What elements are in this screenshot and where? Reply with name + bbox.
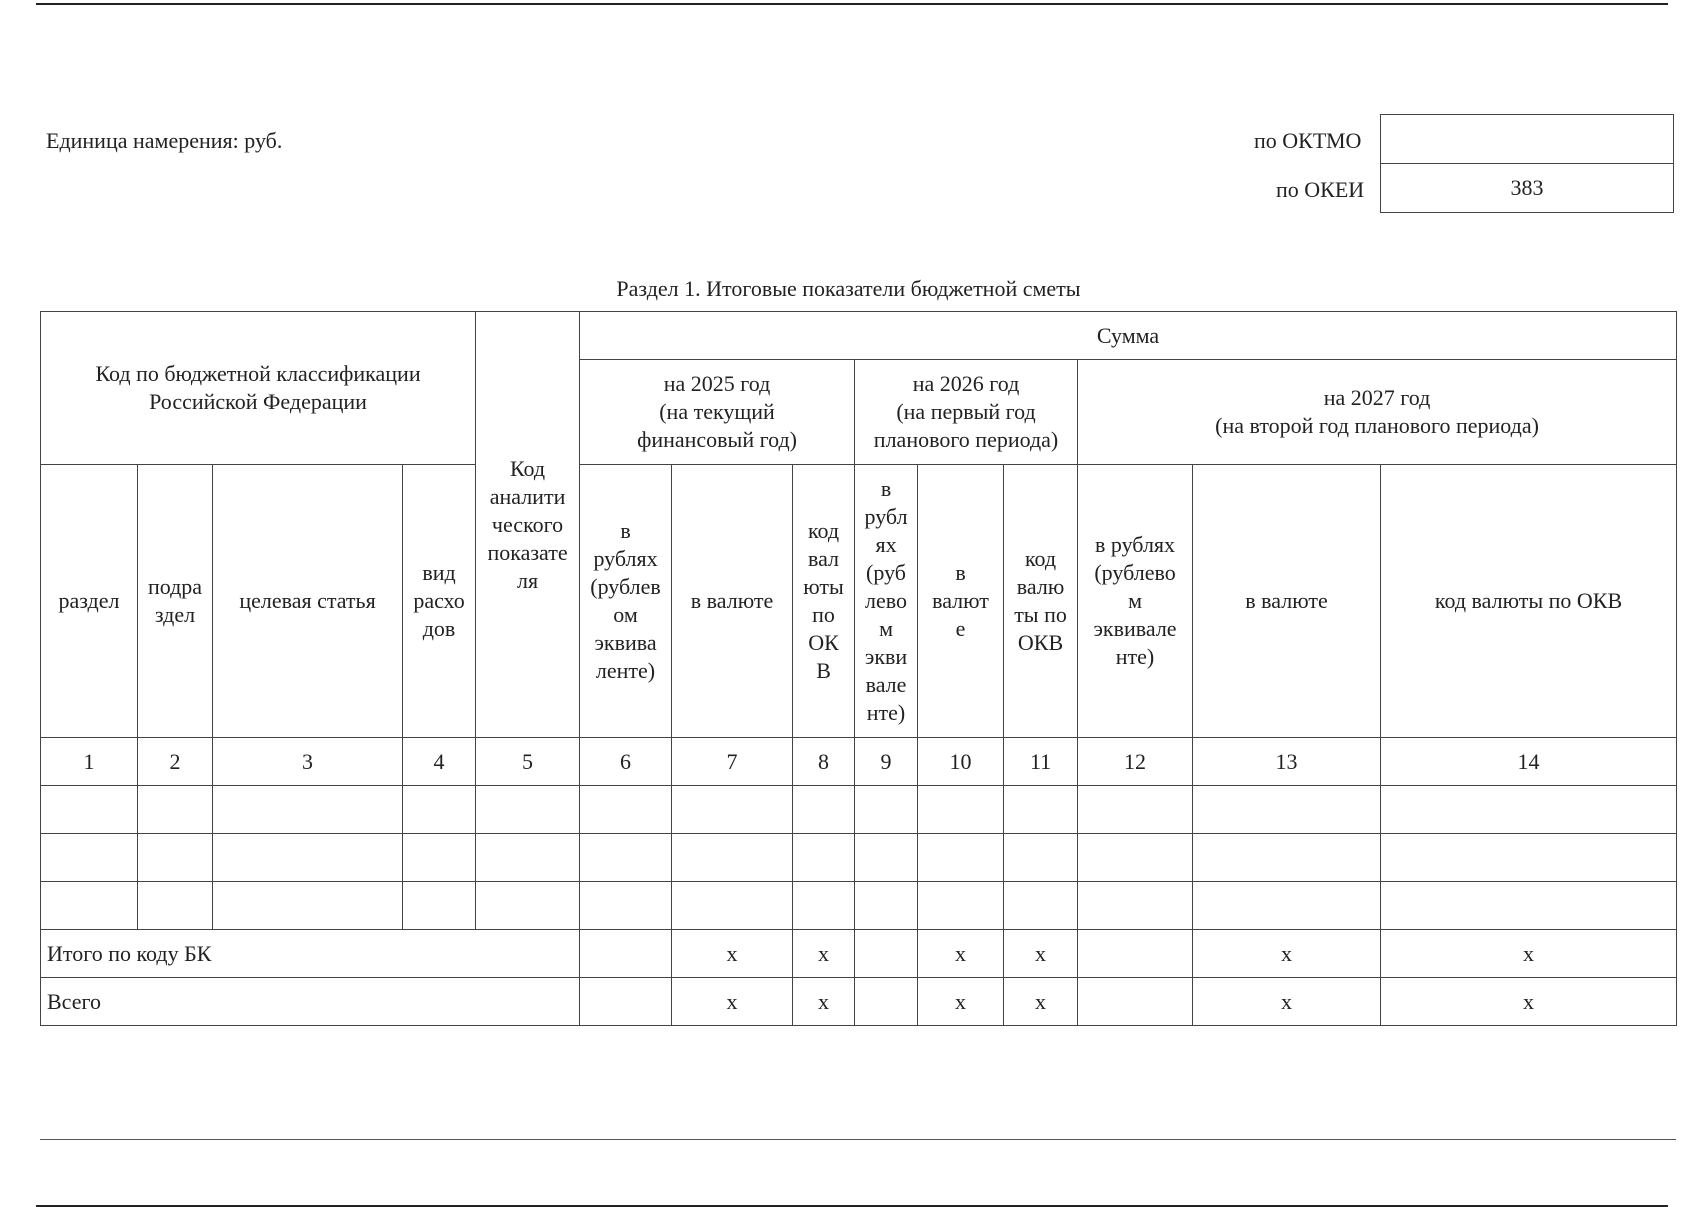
- table-cell[interactable]: [672, 834, 793, 882]
- year-header-line: на 2025 год: [663, 371, 771, 396]
- header-line: м: [1128, 588, 1142, 613]
- header-line: вид: [422, 560, 456, 585]
- header-line: по: [812, 602, 835, 627]
- okei-value[interactable]: 383: [1381, 164, 1674, 213]
- col-number: 8: [793, 738, 855, 786]
- y2025-kod-header: [793, 465, 855, 738]
- table-cell[interactable]: [1381, 834, 1677, 882]
- table-cell[interactable]: [855, 786, 918, 834]
- col-number: 1: [41, 738, 138, 786]
- header-line: эквива: [594, 630, 657, 655]
- table-cell[interactable]: [1004, 834, 1078, 882]
- table-cell[interactable]: [1381, 882, 1677, 930]
- table-cell[interactable]: [1078, 978, 1193, 1026]
- table-row: [41, 882, 1677, 930]
- table-cell[interactable]: [855, 930, 918, 978]
- x-mark: х: [1004, 978, 1078, 1026]
- analytic-code-line: показате: [487, 539, 568, 565]
- year-header-line: (на текущий: [659, 399, 775, 424]
- x-mark: х: [1193, 930, 1381, 978]
- header-line: код: [1024, 546, 1057, 571]
- table-cell[interactable]: [580, 786, 672, 834]
- razdel-header: раздел: [41, 465, 138, 738]
- table-cell[interactable]: [580, 834, 672, 882]
- header-line: ленте): [595, 658, 656, 683]
- header-line: эквивале: [1093, 616, 1177, 641]
- header-line: экви: [864, 644, 908, 669]
- x-mark: х: [1381, 930, 1677, 978]
- header-line: ОКВ: [1017, 630, 1064, 655]
- bk-header-line: Российской Федерации: [149, 389, 367, 414]
- header-line: в рублях: [1095, 532, 1176, 557]
- table-cell[interactable]: [672, 786, 793, 834]
- table-cell[interactable]: [1078, 882, 1193, 930]
- col-number: 9: [855, 738, 918, 786]
- unit-label: Единица намерения: руб.: [46, 128, 283, 153]
- col-number: 10: [918, 738, 1004, 786]
- year-2026-header: [855, 360, 1078, 465]
- year-header-line: планового периода): [873, 427, 1059, 452]
- col-number: 6: [580, 738, 672, 786]
- header-line: нте): [1115, 644, 1155, 669]
- column-number-row: [41, 738, 1677, 786]
- table-cell[interactable]: [138, 834, 213, 882]
- table-cell[interactable]: [41, 882, 138, 930]
- x-mark: х: [672, 978, 793, 1026]
- celevaya-header: целевая статья: [213, 465, 403, 738]
- table-cell[interactable]: [918, 882, 1004, 930]
- y2027-val-header: в валюте: [1193, 465, 1381, 738]
- col-number: 3: [213, 738, 403, 786]
- y2026-rub-header: [855, 465, 918, 738]
- table-cell[interactable]: [476, 786, 580, 834]
- header-line: рублях: [593, 546, 658, 571]
- analytic-code-line: аналити: [489, 483, 566, 509]
- table-cell[interactable]: [403, 786, 476, 834]
- col-number: 4: [403, 738, 476, 786]
- year-header-line: на 2026 год: [912, 371, 1020, 396]
- y2025-val-header: в валюте: [672, 465, 793, 738]
- col-number: 5: [476, 738, 580, 786]
- sum-header: Сумма: [580, 312, 1677, 360]
- x-mark: х: [793, 930, 855, 978]
- header-line: ом: [613, 602, 638, 627]
- header-line: подра: [147, 574, 203, 599]
- header-line: валю: [1016, 574, 1065, 599]
- table-cell[interactable]: [476, 882, 580, 930]
- table-cell[interactable]: [918, 786, 1004, 834]
- x-mark: х: [1004, 930, 1078, 978]
- table-cell[interactable]: [580, 978, 672, 1026]
- col-number: 11: [1004, 738, 1078, 786]
- table-cell[interactable]: [403, 834, 476, 882]
- analytic-code-line: ля: [516, 567, 539, 593]
- table-cell[interactable]: [1193, 882, 1381, 930]
- total-bk-label: Итого по коду БК: [41, 930, 580, 978]
- y2027-kod-header: код валюты по ОКВ: [1381, 465, 1677, 738]
- vid-header: [403, 465, 476, 738]
- year-header-line: (на первый год: [896, 399, 1036, 424]
- header-line: (рублев: [590, 574, 661, 599]
- header-line: нте): [866, 700, 906, 725]
- table-cell[interactable]: [41, 786, 138, 834]
- header-line: ОК: [808, 630, 839, 655]
- table-cell[interactable]: [918, 834, 1004, 882]
- header-line: здел: [154, 602, 196, 627]
- header-line: рубл: [864, 504, 908, 529]
- header-line: в: [620, 518, 631, 543]
- table-cell[interactable]: [1193, 834, 1381, 882]
- top-rule: [36, 3, 1668, 5]
- header-line: В: [816, 658, 831, 683]
- header-line: валют: [932, 588, 989, 613]
- bk-header-line: Код по бюджетной классификации: [95, 361, 421, 386]
- year-2027-header: [1078, 360, 1677, 465]
- header-line: в: [955, 560, 966, 585]
- table-cell[interactable]: [793, 834, 855, 882]
- x-mark: х: [672, 930, 793, 978]
- header-line: е: [955, 616, 966, 641]
- table-row: [41, 786, 1677, 834]
- table-cell[interactable]: [1004, 882, 1078, 930]
- table-cell[interactable]: [1381, 786, 1677, 834]
- table-cell[interactable]: [855, 978, 918, 1026]
- oktmo-value[interactable]: [1381, 115, 1674, 164]
- header-line: ях: [875, 532, 897, 557]
- table-cell[interactable]: [138, 786, 213, 834]
- y2025-rub-header: [580, 465, 672, 738]
- table-cell[interactable]: [138, 882, 213, 930]
- col-number: 13: [1193, 738, 1381, 786]
- header-line: расхо: [413, 588, 465, 613]
- col-number: 14: [1381, 738, 1677, 786]
- table-cell[interactable]: [1078, 786, 1193, 834]
- podrazdel-header: [138, 465, 213, 738]
- header-line: дов: [422, 616, 456, 641]
- analytic-code-header: [476, 312, 580, 738]
- year-2025-header: [580, 360, 855, 465]
- table-cell[interactable]: [580, 930, 672, 978]
- year-header-line: на 2027 год: [1323, 385, 1431, 410]
- col-number: 12: [1078, 738, 1193, 786]
- header-line: м: [879, 616, 893, 641]
- analytic-code-line: ческого: [491, 511, 564, 537]
- header-line: (рублево: [1094, 560, 1176, 585]
- total-bk-row: [41, 930, 1677, 978]
- header-line: юты: [803, 574, 844, 599]
- table-cell[interactable]: [672, 882, 793, 930]
- table-row: [41, 834, 1677, 882]
- table-cell[interactable]: [213, 834, 403, 882]
- oktmo-label: по ОКТМО: [1254, 128, 1362, 153]
- year-header-line: (на второй год планового периода): [1215, 413, 1539, 438]
- total-all-label: Всего: [41, 978, 580, 1026]
- budget-table: [40, 311, 1677, 1026]
- table-cell[interactable]: [855, 834, 918, 882]
- header-line: лево: [865, 588, 908, 613]
- x-mark: х: [918, 978, 1004, 1026]
- footer-rule: [40, 1139, 1676, 1140]
- table-cell[interactable]: [1078, 930, 1193, 978]
- y2026-kod-header: [1004, 465, 1078, 738]
- table-cell[interactable]: [476, 834, 580, 882]
- year-header-line: финансовый год): [637, 427, 797, 452]
- col-number: 2: [138, 738, 213, 786]
- header-line: ты по: [1014, 602, 1067, 627]
- table-cell[interactable]: [213, 786, 403, 834]
- y2027-rub-header: [1078, 465, 1193, 738]
- table-cell[interactable]: [213, 882, 403, 930]
- header-line: вал: [808, 546, 840, 571]
- table-cell[interactable]: [793, 882, 855, 930]
- table-cell[interactable]: [1078, 834, 1193, 882]
- table-cell[interactable]: [855, 882, 918, 930]
- col-number: 7: [672, 738, 793, 786]
- bk-header: [41, 312, 476, 465]
- x-mark: х: [918, 930, 1004, 978]
- y2026-val-header: [918, 465, 1004, 738]
- analytic-code-line: Код: [509, 455, 546, 481]
- x-mark: х: [1381, 978, 1677, 1026]
- header-line: в: [880, 476, 892, 501]
- total-all-row: [41, 978, 1677, 1026]
- x-mark: х: [793, 978, 855, 1026]
- header-line: код: [807, 518, 840, 543]
- table-cell[interactable]: [403, 882, 476, 930]
- header-line: (руб: [866, 560, 906, 585]
- section-title: Раздел 1. Итоговые показатели бюджетной сметы: [616, 276, 1081, 301]
- table-cell[interactable]: [580, 882, 672, 930]
- table-cell[interactable]: [41, 834, 138, 882]
- codes-table: [1380, 114, 1674, 213]
- table-cell[interactable]: [1193, 786, 1381, 834]
- header-line: вале: [865, 672, 907, 697]
- table-cell[interactable]: [1004, 786, 1078, 834]
- table-cell[interactable]: [793, 786, 855, 834]
- okei-label: по ОКЕИ: [1276, 177, 1365, 202]
- x-mark: х: [1193, 978, 1381, 1026]
